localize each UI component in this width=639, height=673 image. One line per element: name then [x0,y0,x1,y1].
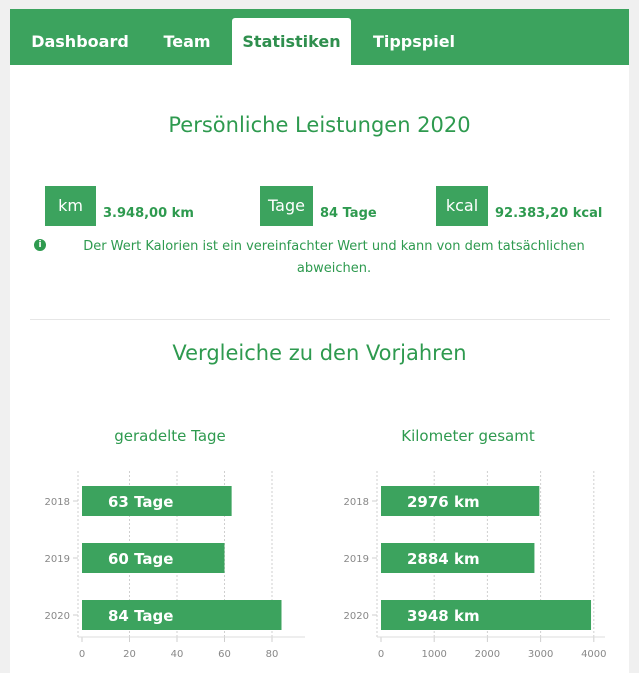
calorie-note: Der Wert Kalorien ist ein vereinfachter Wert und kann von dem tatsächlichen abweichen. [83,239,585,276]
section-title-comparison: Vergleiche zu den Vorjahren [172,341,467,365]
kcal-badge: kcal [436,186,488,226]
tage-badge: Tage [260,186,313,226]
km-value: 3.948,00 km [103,206,194,221]
y-tick-label: 2019 [44,554,70,565]
bar-value-label: 84 Tage [108,607,174,625]
x-tick-label: 20 [123,649,136,660]
tage-value: 84 Tage [320,206,377,221]
bar-value-label: 3948 km [407,607,480,625]
km-badge: km [45,186,96,226]
main-panel [10,9,629,673]
y-tick-label: 2019 [343,554,369,565]
tab-tippspiel[interactable]: Tippspiel [372,32,456,51]
bar-value-label: 2884 km [407,550,480,568]
info-icon: i [34,239,46,251]
kcal-value: 92.383,20 kcal [495,206,603,221]
y-tick-label: 2018 [343,497,369,508]
bar-value-label: 63 Tage [108,493,174,511]
chart-title-km: Kilometer gesamt [401,427,535,445]
x-tick-label: 40 [170,649,184,660]
x-tick-label: 60 [218,649,231,660]
tab-dashboard[interactable]: Dashboard [31,32,129,51]
chart-title-days: geradelte Tage [114,427,226,445]
section-title-personal: Persönliche Leistungen 2020 [168,113,471,137]
tab-team[interactable]: Team [163,32,211,51]
y-tick-label: 2020 [343,611,369,622]
x-tick-label: 1000 [421,649,447,660]
y-tick-label: 2018 [44,497,70,508]
bar-value-label: 60 Tage [108,550,174,568]
x-tick-label: 0 [377,649,385,660]
y-tick-label: 2020 [44,611,70,622]
km-bar-chart [10,9,629,673]
x-tick-label: 4000 [581,649,607,660]
x-tick-label: 3000 [527,649,554,660]
tab-statistiken[interactable]: Statistiken [232,18,351,65]
x-tick-label: 0 [78,649,86,660]
bar-value-label: 2976 km [407,493,480,511]
x-tick-label: 80 [265,649,279,660]
x-tick-label: 2000 [474,649,501,660]
